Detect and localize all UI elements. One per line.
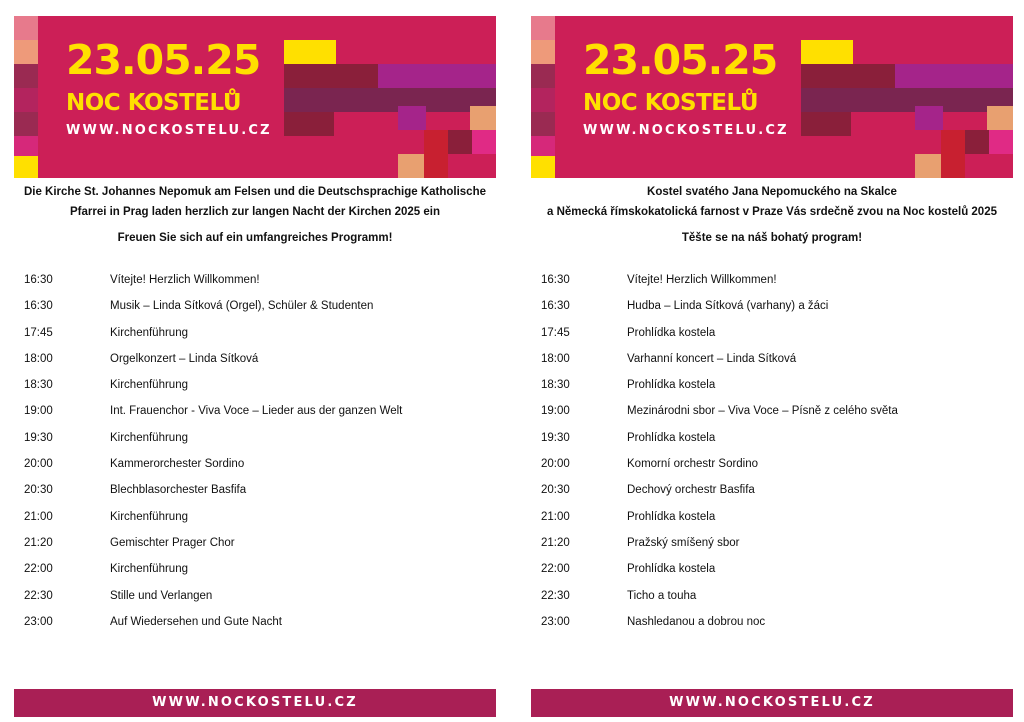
mosaic-square — [801, 112, 851, 136]
program-event: Kirchenführung — [110, 379, 188, 392]
program-event: Prohlídka kostela — [627, 379, 716, 392]
program-row — [531, 586, 1013, 612]
program-event: Kirchenführung — [110, 563, 188, 576]
program-event: Int. Frauenchor - Viva Voce – Lieder aus der ganzen Welt — [110, 405, 403, 418]
mosaic-square — [398, 154, 424, 178]
mosaic-square — [941, 154, 965, 178]
program-page-czech — [531, 0, 1013, 722]
program-row — [14, 428, 496, 454]
banner-url: WWW.NOCKOSTELU.CZ — [66, 123, 272, 138]
program-time: 23:00 — [541, 615, 570, 628]
mosaic-square — [989, 130, 1013, 154]
mosaic-square — [424, 154, 448, 178]
program-time: 20:00 — [24, 458, 53, 471]
mosaic-square — [801, 64, 895, 88]
intro-line-1: Kostel svatého Jana Nepomuckého na Skalce — [647, 186, 897, 198]
program-time: 21:00 — [24, 510, 53, 523]
mosaic-square — [14, 40, 38, 64]
program-time: 21:00 — [541, 510, 570, 523]
mosaic-square — [531, 88, 555, 112]
program-time: 19:00 — [541, 405, 570, 418]
intro-line-3: Těšte se na náš bohatý program! — [681, 232, 863, 244]
program-event: Pražský smíšený sbor — [627, 536, 740, 549]
footer-url: WWW.NOCKOSTELU.CZ — [669, 695, 875, 710]
program-time: 20:30 — [541, 484, 570, 497]
event-banner — [14, 16, 496, 178]
program-row — [14, 296, 496, 322]
mosaic-square — [470, 106, 496, 130]
program-event: Auf Wiedersehen und Gute Nacht — [110, 615, 282, 628]
mosaic-square — [14, 88, 38, 112]
program-event: Prohlídka kostela — [627, 563, 716, 576]
mosaic-square — [915, 154, 941, 178]
program-event: Orgelkonzert – Linda Sítková — [110, 352, 259, 365]
footer-bar — [531, 689, 1013, 717]
intro-line-3: Freuen Sie sich auf ein umfangreiches Programm! — [117, 232, 393, 244]
banner-event-name: NOC KOSTELŮ — [583, 90, 759, 116]
mosaic-square — [531, 16, 555, 40]
mosaic-square — [531, 64, 555, 88]
program-row — [14, 507, 496, 533]
mosaic-square — [424, 130, 448, 154]
mosaic-square — [895, 64, 1013, 88]
event-banner — [531, 16, 1013, 178]
mosaic-square — [14, 112, 38, 136]
program-time: 22:00 — [541, 563, 570, 576]
program-time: 18:30 — [24, 379, 53, 392]
program-time: 23:00 — [24, 615, 53, 628]
program-row — [531, 401, 1013, 427]
mosaic-square — [14, 64, 38, 88]
mosaic-square — [378, 64, 496, 88]
banner-date: 23.05.25 — [66, 36, 261, 84]
program-time: 20:00 — [541, 458, 570, 471]
program-time: 16:30 — [24, 300, 53, 313]
program-row — [14, 559, 496, 585]
program-event: Kammerorchester Sordino — [110, 458, 245, 471]
mosaic-square — [965, 130, 989, 154]
program-time: 22:30 — [24, 589, 53, 602]
mosaic-square — [801, 88, 1013, 112]
mosaic-square — [801, 40, 853, 64]
program-row — [531, 480, 1013, 506]
program-row — [531, 323, 1013, 349]
program-row — [14, 375, 496, 401]
program-row — [531, 454, 1013, 480]
program-row — [531, 533, 1013, 559]
program-row — [14, 533, 496, 559]
program-time: 19:30 — [541, 431, 570, 444]
program-row — [14, 480, 496, 506]
program-event: Dechový orchestr Basfifa — [627, 484, 755, 497]
program-event: Kirchenführung — [110, 326, 188, 339]
footer-url: WWW.NOCKOSTELU.CZ — [152, 695, 358, 710]
program-row — [531, 612, 1013, 638]
program-time: 20:30 — [24, 484, 53, 497]
mosaic-square — [14, 156, 38, 178]
mosaic-square — [472, 130, 496, 154]
program-row — [14, 612, 496, 638]
footer-bar — [14, 689, 496, 717]
program-row — [14, 349, 496, 375]
program-row — [531, 349, 1013, 375]
program-time: 18:00 — [24, 352, 53, 365]
program-time: 19:30 — [24, 431, 53, 444]
mosaic-square — [284, 40, 336, 64]
program-row — [531, 375, 1013, 401]
program-time: 16:30 — [24, 274, 53, 286]
program-event: Nashledanou a dobrou noc — [627, 615, 766, 628]
mosaic-square — [284, 112, 334, 136]
program-event: Mezinárodni sbor – Viva Voce – Písně z celého světa — [627, 405, 898, 418]
program-row — [14, 270, 496, 296]
mosaic-square — [531, 112, 555, 136]
program-event: Prohlídka kostela — [627, 431, 716, 444]
intro-line-1: Die Kirche St. Johannes Nepomuk am Felsen und die Deutschsprachige Katholische — [23, 186, 487, 198]
banner-date: 23.05.25 — [583, 36, 778, 84]
program-time: 21:20 — [24, 536, 53, 549]
program-time: 17:45 — [541, 326, 570, 339]
program-time: 18:30 — [541, 379, 570, 392]
program-row — [531, 507, 1013, 533]
program-event: Hudba – Linda Sítková (varhany) a žáci — [627, 300, 829, 313]
program-event: Kirchenführung — [110, 510, 188, 523]
program-page-german — [14, 0, 496, 722]
program-time: 16:30 — [541, 274, 570, 286]
mosaic-square — [284, 88, 496, 112]
program-list — [14, 270, 496, 638]
program-row — [531, 559, 1013, 585]
program-event: Prohlídka kostela — [627, 510, 716, 523]
mosaic-square — [398, 106, 426, 130]
program-event: Vítejte! Herzlich Willkommen! — [627, 274, 777, 286]
program-event: Kirchenführung — [110, 431, 188, 444]
program-event: Komorní orchestr Sordino — [627, 458, 759, 471]
banner-url: WWW.NOCKOSTELU.CZ — [583, 123, 789, 138]
program-event: Stille und Verlangen — [110, 589, 213, 602]
program-event: Vítejte! Herzlich Willkommen! — [110, 274, 260, 286]
program-time: 22:30 — [541, 589, 570, 602]
mosaic-square — [941, 130, 965, 154]
program-row — [14, 586, 496, 612]
program-time: 19:00 — [24, 405, 53, 418]
program-row — [14, 323, 496, 349]
program-row — [531, 428, 1013, 454]
program-time: 17:45 — [24, 326, 53, 339]
program-row — [14, 401, 496, 427]
program-time: 18:00 — [541, 352, 570, 365]
mosaic-square — [531, 40, 555, 64]
program-time: 21:20 — [541, 536, 570, 549]
program-row — [531, 270, 1013, 296]
program-event: Varhanní koncert – Linda Sítková — [627, 352, 797, 365]
program-event: Gemischter Prager Chor — [110, 536, 235, 549]
intro-line-2: a Německá římskokatolická farnost v Praze Vás srdečně zvou na Noc kostelů 2025 — [547, 206, 997, 218]
program-event: Prohlídka kostela — [627, 326, 716, 339]
mosaic-square — [987, 106, 1013, 130]
program-list — [531, 270, 1013, 638]
mosaic-square — [14, 16, 38, 40]
program-time: 16:30 — [541, 300, 570, 313]
program-row — [531, 296, 1013, 322]
program-event: Ticho a touha — [627, 589, 697, 602]
program-row — [14, 454, 496, 480]
program-time: 22:00 — [24, 563, 53, 576]
mosaic-square — [531, 156, 555, 178]
mosaic-square — [915, 106, 943, 130]
banner-event-name: NOC KOSTELŮ — [66, 90, 242, 116]
program-event: Blechblasorchester Basfifa — [110, 484, 247, 497]
mosaic-square — [448, 130, 472, 154]
mosaic-square — [284, 64, 378, 88]
program-event: Musik – Linda Sítková (Orgel), Schüler & Studenten — [110, 300, 374, 313]
intro-line-2: Pfarrei in Prag laden herzlich zur langen Nacht der Kirchen 2025 ein — [69, 206, 441, 218]
